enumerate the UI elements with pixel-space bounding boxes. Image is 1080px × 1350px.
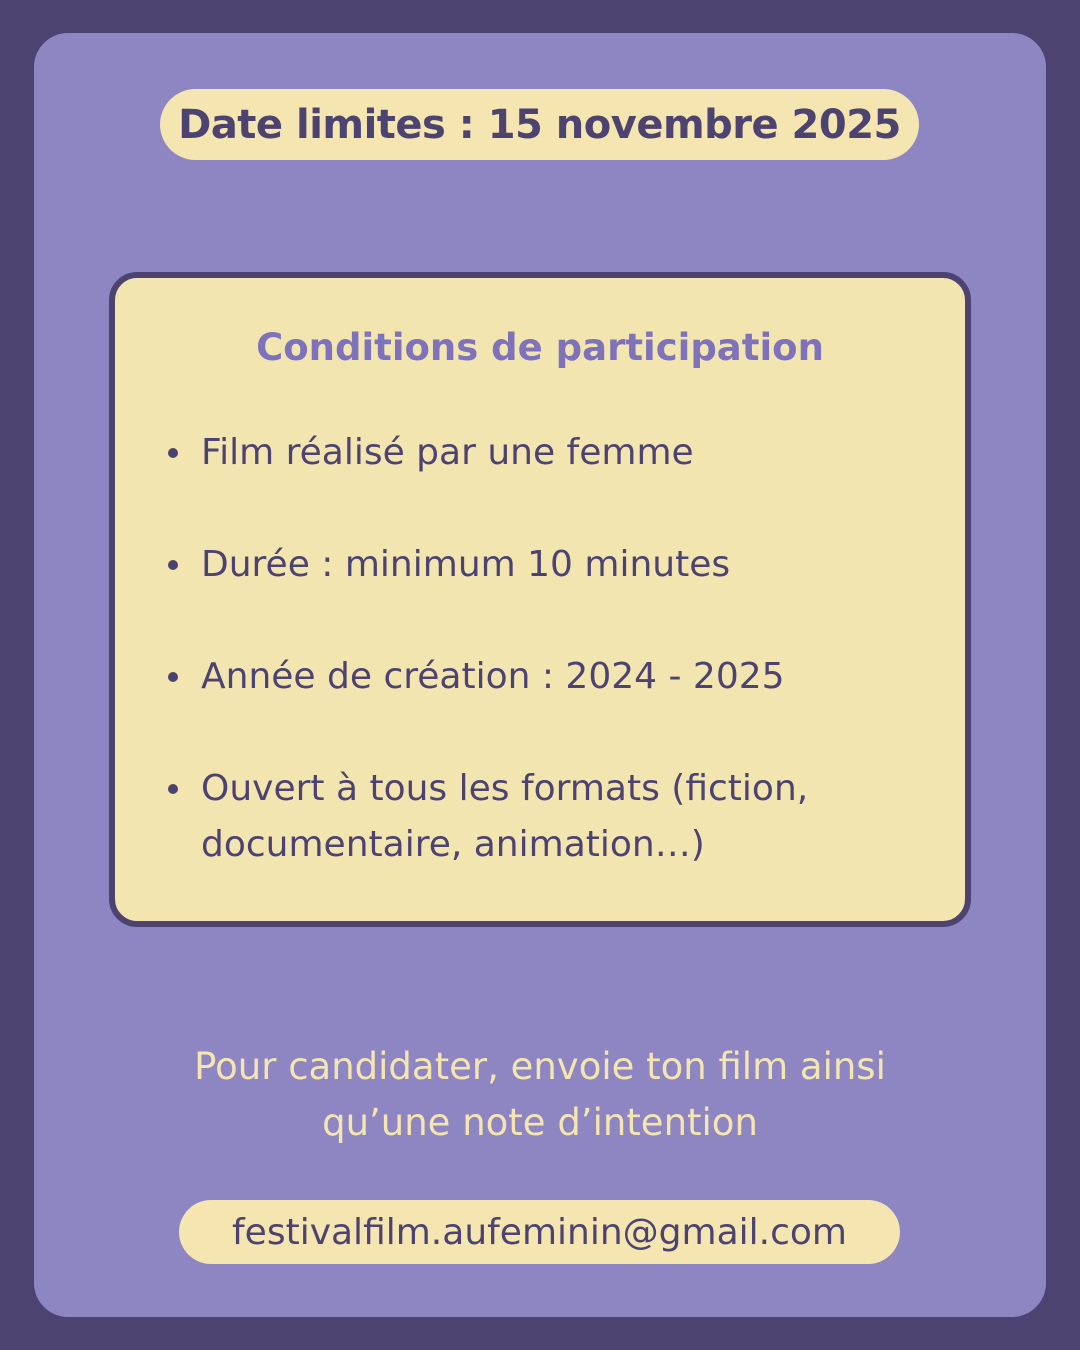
apply-line-2: qu’une note d’intention bbox=[322, 1101, 758, 1144]
deadline-text: Date limites : 15 novembre 2025 bbox=[178, 101, 901, 148]
bullet-icon bbox=[168, 672, 178, 682]
conditions-panel bbox=[109, 272, 971, 927]
condition-item-director: Film réalisé par une femme bbox=[201, 432, 694, 473]
condition-item-formats-line2: documentaire, animation…) bbox=[201, 824, 705, 865]
bullet-icon bbox=[168, 448, 178, 458]
email-badge[interactable] bbox=[179, 1200, 900, 1264]
condition-item-duration: Durée : minimum 10 minutes bbox=[201, 544, 731, 585]
condition-item-formats-line1: Ouvert à tous les formats (fiction, bbox=[201, 768, 809, 809]
bullet-icon bbox=[168, 784, 178, 794]
contact-email[interactable]: festivalfilm.aufeminin@gmail.com bbox=[232, 1211, 847, 1253]
apply-line-1: Pour candidater, envoie ton film ainsi bbox=[194, 1045, 886, 1088]
deadline-badge bbox=[160, 89, 919, 160]
condition-item-year: Année de création : 2024 - 2025 bbox=[201, 656, 785, 697]
bullet-icon bbox=[168, 560, 178, 570]
conditions-title: Conditions de participation bbox=[256, 326, 824, 369]
apply-instructions bbox=[34, 1039, 1046, 1151]
